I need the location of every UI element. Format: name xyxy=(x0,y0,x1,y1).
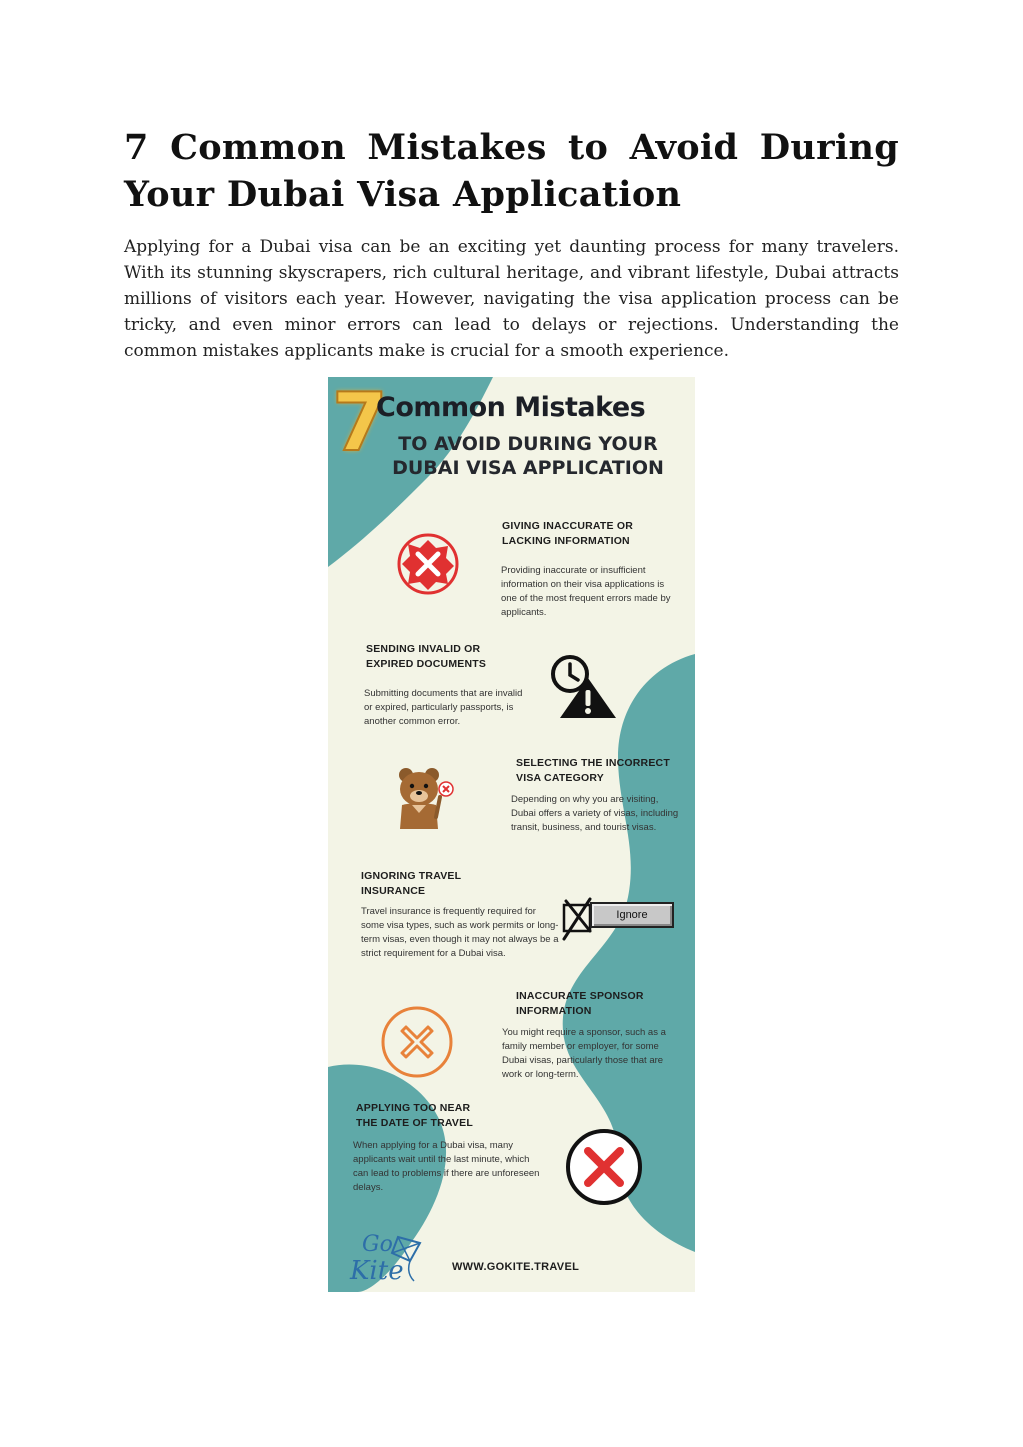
item-2-heading xyxy=(366,642,526,672)
item-3-body: Depending on why you are visiting, Dubai offers a variety of visas, including transit, business, and tourist visas. xyxy=(511,794,679,833)
item-5-heading xyxy=(516,989,676,1019)
subtitle-line-1: TO AVOID DURING YOUR xyxy=(398,433,658,455)
item-2-heading-line-1: SENDING INVALID OR xyxy=(366,643,481,655)
item-6-heading-line-1: APPLYING TOO NEAR xyxy=(356,1102,471,1114)
red-x-badge-icon xyxy=(396,532,460,596)
item-3-heading xyxy=(516,756,686,786)
logo-text-go: Go xyxy=(362,1232,393,1257)
item-4-heading-line-1: IGNORING TRAVEL xyxy=(361,870,462,882)
item-5-heading-line-2: INFORMATION xyxy=(516,1005,592,1017)
red-x-circle-icon xyxy=(564,1127,644,1207)
item-3-heading-line-1: SELECTING THE INCORRECT xyxy=(516,757,670,769)
item-2-heading-line-2: EXPIRED DOCUMENTS xyxy=(366,658,487,670)
infographic-subtitle xyxy=(372,432,684,480)
clock-warning-icon xyxy=(548,652,620,722)
bear-holding-x-icon xyxy=(394,765,456,831)
item-6-heading-line-2: THE DATE OF TRAVEL xyxy=(356,1117,473,1129)
item-4-body: Travel insurance is frequently required for some visa types, such as work permits or long-term visas, even though it may not always be a strict requirement for a Dubai visa. xyxy=(361,906,559,959)
item-3-heading-line-2: VISA CATEGORY xyxy=(516,772,604,784)
subtitle-line-2: DUBAI VISA APPLICATION xyxy=(392,457,664,479)
infographic xyxy=(328,377,695,1292)
item-1-heading-line-1: GIVING INACCURATE OR xyxy=(502,520,633,532)
article-title: 7 Common Mistakes to Avoid During Your Dubai Visa Application xyxy=(124,127,899,215)
ignore-button: Ignore xyxy=(590,902,674,928)
logo-text-kite: Kite xyxy=(350,1256,404,1286)
item-2-body: Submitting documents that are invalid or expired, particularly passports, is another common error. xyxy=(364,688,523,727)
article-intro: Applying for a Dubai visa can be an exciting yet daunting process for many travelers. With its stunning skyscrapers, rich cultural heritage, and vibrant lifestyle, Dubai attracts millions of visitors each year. However, navigating the visa application process can be tricky, and even minor errors can lead to delays or rejections. Understanding the common mistakes applicants make is crucial for a smooth experience. xyxy=(124,237,899,361)
item-1-heading xyxy=(502,519,672,549)
big-seven-numeral: 7 xyxy=(332,377,388,469)
website-url: WWW.GOKITE.TRAVEL xyxy=(452,1261,580,1273)
item-6-heading xyxy=(356,1101,516,1131)
item-1-body: Providing inaccurate or insufficient information on their visa applications is one of the most frequent errors made by applicants. xyxy=(501,565,671,618)
gokite-logo xyxy=(348,1233,428,1292)
item-4-heading-line-2: INSURANCE xyxy=(361,885,426,897)
orange-x-circle-icon xyxy=(380,1005,454,1079)
item-1-heading-line-2: LACKING INFORMATION xyxy=(502,535,630,547)
item-4-heading xyxy=(361,869,521,899)
item-5-body: You might require a sponsor, such as a family member or employer, for some Dubai visas, particularly those that are work or long-term. xyxy=(502,1027,666,1080)
infographic-title: Common Mistakes xyxy=(376,392,646,423)
item-5-heading-line-1: INACCURATE SPONSOR xyxy=(516,990,644,1002)
item-6-body: When applying for a Dubai visa, many applicants wait until the last minute, which can lead to problems if there are unforeseen delays. xyxy=(353,1140,540,1193)
